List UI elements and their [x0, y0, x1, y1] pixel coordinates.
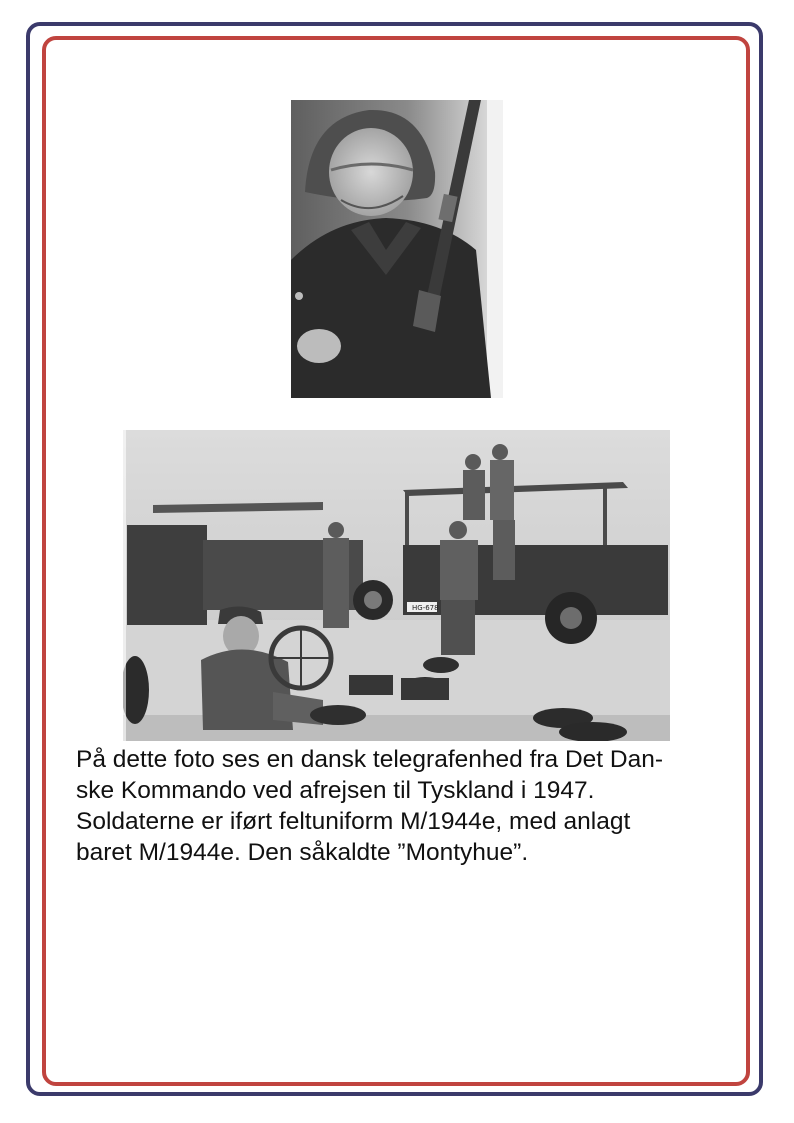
caption-line: ske Kommando ved afrejsen til Tyskland i 1947.: [76, 777, 595, 804]
telegraph-unit-photo: [123, 430, 670, 741]
photo-caption: [76, 744, 736, 868]
caption-line: Soldaterne er iført feltuniform M/1944e, med anlagt: [76, 808, 631, 835]
soldier-portrait-image: [291, 100, 503, 398]
telegraph-unit-image: [123, 430, 670, 741]
soldier-portrait-photo: [291, 100, 503, 398]
caption-line: baret M/1944e. Den såkaldte ”Montyhue”.: [76, 839, 529, 866]
license-plate-text: HG-678: [412, 604, 439, 612]
caption-line: På dette foto ses en dansk telegrafenhed fra Det Dan-: [76, 746, 664, 773]
